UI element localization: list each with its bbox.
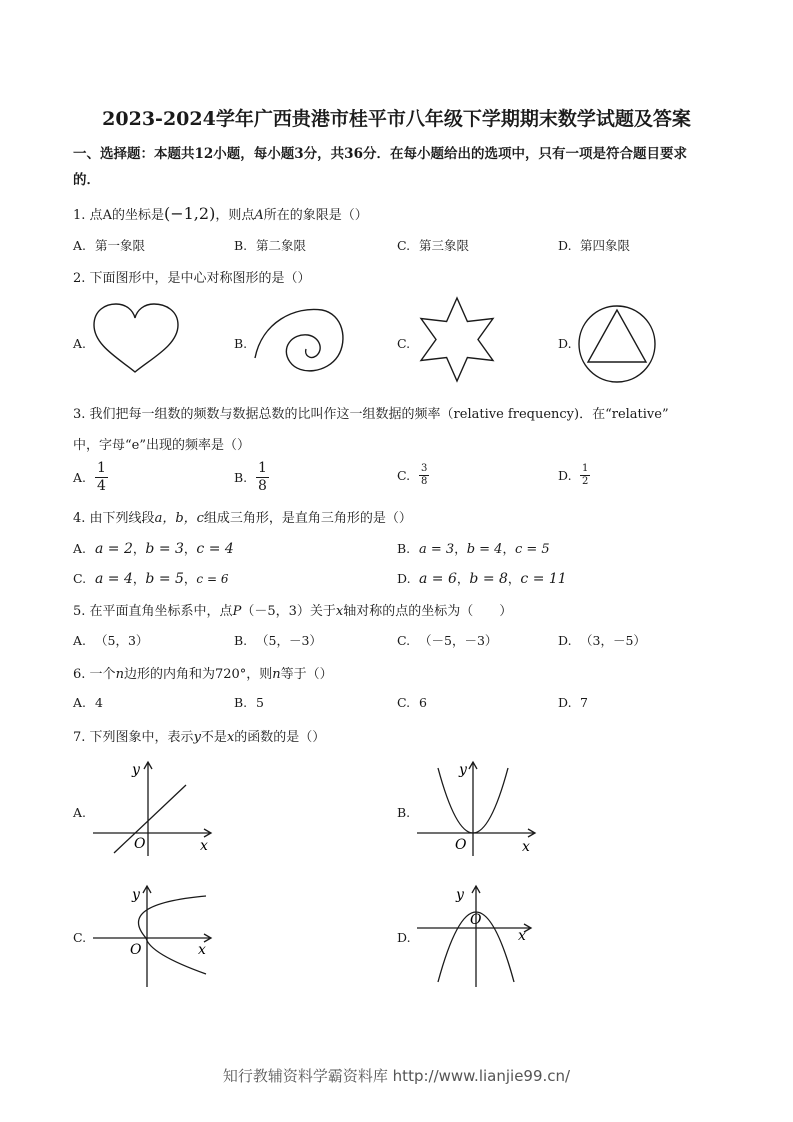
q7-var-x: x bbox=[226, 730, 235, 745]
axis-x-label: x bbox=[200, 838, 208, 854]
option-label: C. bbox=[397, 633, 411, 648]
q5-point: P bbox=[232, 604, 242, 619]
option-label: C. bbox=[73, 571, 87, 586]
option-text: 4 bbox=[95, 695, 103, 710]
q3-option-a bbox=[73, 460, 108, 495]
q3-text-line1: 我们把每一组数的频数与数据总数的比叫作这一组数据的频率（relative frequency)．在“relative” bbox=[89, 407, 669, 422]
option-label: A. bbox=[73, 238, 87, 253]
q6-option-a bbox=[73, 695, 103, 710]
option-label: B. bbox=[234, 633, 248, 648]
axis-y-label: y bbox=[132, 887, 140, 903]
q5-text-pre: 在平面直角坐标系中，点 bbox=[89, 604, 233, 619]
option-label: D. bbox=[558, 695, 572, 710]
q1-option-b bbox=[234, 236, 306, 254]
question-number: 5. bbox=[73, 604, 86, 619]
fraction bbox=[256, 460, 269, 495]
q4-option-b bbox=[397, 539, 550, 557]
heart-figure bbox=[88, 300, 183, 378]
question-6 bbox=[73, 663, 333, 682]
q1-text-end: 所在的象限是（） bbox=[263, 208, 368, 223]
question-1 bbox=[73, 204, 368, 223]
separator: ， bbox=[132, 571, 146, 586]
q1-text-pre: 点 bbox=[89, 208, 103, 223]
denominator: 8 bbox=[421, 476, 428, 487]
q4-text-pre: 由下列线段 bbox=[89, 511, 155, 526]
q5-option-a bbox=[73, 631, 148, 649]
numerator: 3 bbox=[421, 463, 428, 474]
option-label: D. bbox=[558, 238, 572, 253]
q7-label-c: C. bbox=[73, 930, 87, 945]
value-c: c = 6 bbox=[196, 572, 229, 586]
q7-text-post: 的函数的是（） bbox=[234, 730, 326, 745]
q2-label-a: A. bbox=[73, 336, 87, 351]
value-a: a = 2 bbox=[95, 541, 133, 557]
q7-label-a: A. bbox=[73, 805, 87, 820]
value-c: c = 11 bbox=[520, 571, 567, 587]
q6-option-d bbox=[558, 695, 588, 710]
option-text: （5，－3） bbox=[256, 633, 322, 648]
value-b: b = 4 bbox=[466, 542, 503, 557]
option-text: 第二象限 bbox=[256, 238, 307, 253]
question-number: 6. bbox=[73, 667, 86, 682]
separator: ， bbox=[183, 571, 197, 586]
q5-option-b bbox=[234, 631, 322, 649]
q6-option-c bbox=[397, 695, 427, 710]
question-2 bbox=[73, 267, 311, 286]
q3-option-c bbox=[397, 463, 429, 488]
q4-option-d bbox=[397, 569, 567, 587]
question-number: 1. bbox=[73, 208, 86, 223]
circle-triangle-figure bbox=[575, 302, 659, 386]
page-title: 2023-2024学年广西贵港市桂平市八年级下学期期末数学试题及答案 bbox=[102, 108, 691, 130]
footer-watermark: 知行教辅资料学霸资料库 http://www.lianjie99.cn/ bbox=[222, 1067, 571, 1085]
option-label: B. bbox=[234, 238, 248, 253]
fraction bbox=[419, 463, 429, 488]
q7-label-d: D. bbox=[397, 930, 411, 945]
value-a: a = 4 bbox=[95, 571, 133, 587]
numerator: 1 bbox=[258, 460, 267, 476]
option-text: （5，3） bbox=[95, 633, 149, 648]
separator: ， bbox=[132, 541, 146, 556]
option-label: A. bbox=[73, 541, 87, 556]
option-label: C. bbox=[397, 468, 411, 483]
spiral-figure bbox=[250, 300, 350, 380]
separator: ， bbox=[454, 541, 467, 556]
q4-text-post: 组成三角形，是直角三角形的是（） bbox=[203, 511, 412, 526]
q1-point-a: A bbox=[102, 208, 112, 223]
q5-option-c bbox=[397, 631, 497, 649]
graph-sideways-parabola bbox=[88, 882, 218, 990]
value-c: c = 4 bbox=[196, 541, 234, 557]
separator: ， bbox=[507, 571, 521, 586]
q5-axis: x bbox=[335, 604, 344, 619]
question-7 bbox=[73, 726, 325, 745]
option-label: D. bbox=[558, 468, 572, 483]
q1-text-mid: 的坐标是 bbox=[111, 208, 164, 223]
q4-vars: a，b，c bbox=[154, 511, 204, 526]
separator: ， bbox=[502, 541, 515, 556]
question-number: 2. bbox=[73, 271, 86, 286]
axis-y-label: y bbox=[459, 762, 467, 778]
q5-text-post: 轴对称的点的坐标为（ ） bbox=[343, 604, 513, 619]
axis-x-label: x bbox=[198, 942, 206, 958]
value-c: c = 5 bbox=[514, 542, 550, 557]
option-text: （－5，－3） bbox=[419, 633, 498, 648]
option-label: B. bbox=[234, 470, 248, 485]
origin-label: O bbox=[470, 912, 482, 928]
q7-label-b: B. bbox=[397, 805, 411, 820]
question-number: 7. bbox=[73, 730, 86, 745]
q1-coordinate: (−1,2) bbox=[163, 204, 216, 223]
graph-line bbox=[88, 758, 218, 858]
graph-parabola-up bbox=[412, 758, 542, 858]
q2-text: 下面图形中，是中心对称图形的是（） bbox=[89, 271, 311, 286]
denominator: 2 bbox=[582, 476, 589, 487]
q6-text-mid: 边形的内角和为720°，则 bbox=[123, 667, 273, 682]
q4-option-c bbox=[73, 569, 228, 587]
origin-label: O bbox=[130, 942, 142, 958]
separator: ， bbox=[183, 541, 197, 556]
option-label: D. bbox=[397, 571, 411, 586]
graph-parabola-down bbox=[412, 882, 542, 990]
separator: ， bbox=[456, 571, 470, 586]
option-text: 6 bbox=[419, 695, 427, 710]
question-3 bbox=[73, 403, 669, 422]
q5-option-d bbox=[558, 631, 646, 649]
q6-text-pre: 一个 bbox=[89, 667, 116, 682]
option-label: A. bbox=[73, 470, 87, 485]
option-label: B. bbox=[234, 695, 248, 710]
value-a: a = 6 bbox=[419, 571, 457, 587]
axis-y-label: y bbox=[456, 887, 464, 903]
question-5 bbox=[73, 600, 512, 619]
option-text: 7 bbox=[580, 695, 588, 710]
q1-option-d bbox=[558, 236, 630, 254]
section-heading-cont: 的． bbox=[73, 172, 100, 188]
origin-label: O bbox=[455, 837, 467, 853]
q1-option-c bbox=[397, 236, 469, 254]
q1-option-a bbox=[73, 236, 145, 254]
fraction bbox=[580, 463, 590, 488]
option-label: A. bbox=[73, 633, 87, 648]
q6-text-post: 等于（） bbox=[280, 667, 333, 682]
denominator: 8 bbox=[258, 478, 267, 494]
question-4 bbox=[73, 507, 412, 526]
fraction bbox=[95, 460, 108, 495]
numerator: 1 bbox=[582, 463, 589, 474]
q5-text-mid: （－5，3）关于 bbox=[241, 604, 336, 619]
q6-option-b bbox=[234, 695, 264, 710]
option-label: C. bbox=[397, 695, 411, 710]
numerator: 1 bbox=[97, 460, 106, 476]
q7-var-y: y bbox=[193, 730, 201, 745]
value-a: a = 3 bbox=[419, 542, 455, 557]
option-text: 第一象限 bbox=[95, 238, 146, 253]
option-text: 第四象限 bbox=[580, 238, 631, 253]
q6-var-n: n bbox=[115, 667, 124, 682]
question-number: 3. bbox=[73, 407, 86, 422]
q3-text-line2: 中，字母“e”出现的频率是（） bbox=[73, 438, 250, 453]
q1-point-a2: A bbox=[254, 208, 264, 223]
option-label: A. bbox=[73, 695, 87, 710]
option-text: 5 bbox=[256, 695, 264, 710]
q3-option-d bbox=[558, 463, 590, 488]
q1-text-post: ，则点 bbox=[215, 208, 255, 223]
section-heading: 一、选择题：本题共12小题，每小题3分，共36分．在每小题给出的选项中，只有一项是符合题目要求 bbox=[73, 146, 687, 162]
axis-x-label: x bbox=[522, 839, 530, 855]
value-b: b = 8 bbox=[469, 571, 508, 587]
q2-label-c: C. bbox=[397, 336, 411, 351]
q7-text-mid: 不是 bbox=[200, 730, 227, 745]
q6-var-n2: n bbox=[272, 667, 281, 682]
option-label: D. bbox=[558, 633, 572, 648]
q7-text-pre: 下列图象中，表示 bbox=[89, 730, 194, 745]
origin-label: O bbox=[134, 836, 146, 852]
value-b: b = 5 bbox=[145, 571, 184, 587]
option-text: 第三象限 bbox=[419, 238, 470, 253]
q4-option-a bbox=[73, 539, 234, 557]
axis-y-label: y bbox=[132, 762, 140, 778]
option-label: C. bbox=[397, 238, 411, 253]
denominator: 4 bbox=[97, 478, 106, 494]
q3-option-b bbox=[234, 460, 269, 495]
value-b: b = 3 bbox=[145, 541, 184, 557]
axis-x-label: x bbox=[518, 928, 526, 944]
q2-label-b: B. bbox=[234, 336, 248, 351]
star-figure bbox=[412, 294, 502, 389]
option-label: B. bbox=[397, 541, 411, 556]
option-text: （3，－5） bbox=[580, 633, 646, 648]
q2-label-d: D. bbox=[558, 336, 572, 351]
question-number: 4. bbox=[73, 511, 86, 526]
